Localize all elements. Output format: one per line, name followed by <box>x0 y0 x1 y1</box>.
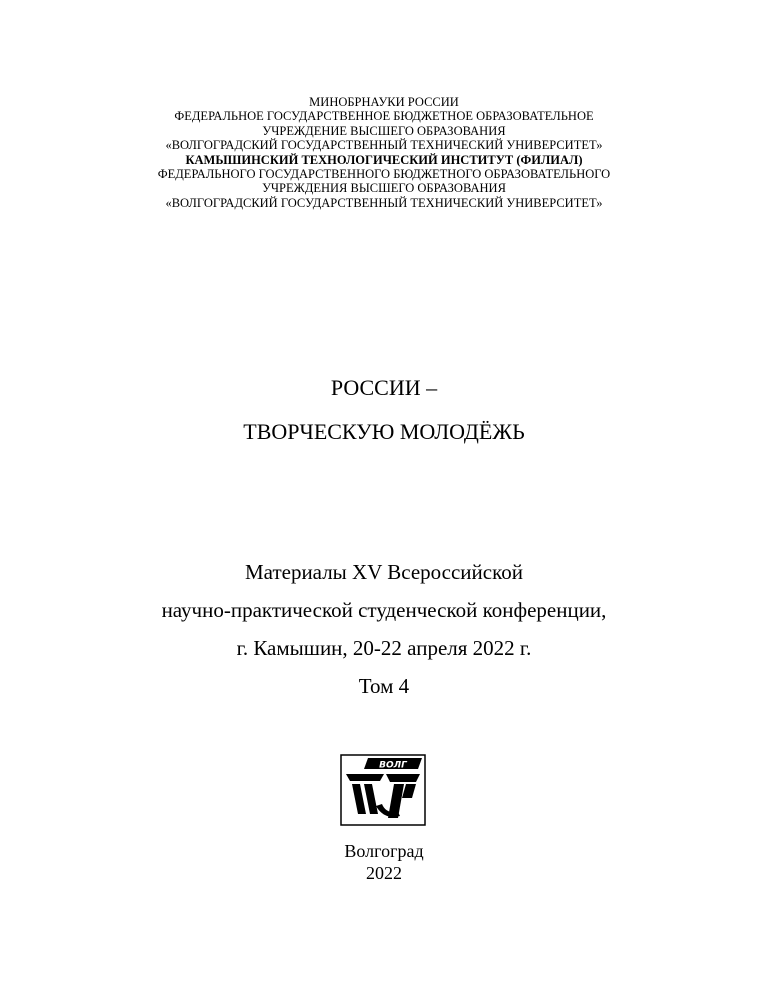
header-line-federal-2: ФЕДЕРАЛЬНОГО ГОСУДАРСТВЕННОГО БЮДЖЕТНОГО ОБРАЗОВАТЕЛЬНОГО <box>157 167 611 182</box>
materials-line-2: научно-практической студенческой конференции, <box>161 598 607 622</box>
header-line-institution: УЧРЕЖДЕНИЕ ВЫСШЕГО ОБРАЗОВАНИЯ <box>262 123 506 138</box>
header-line-institution-2: УЧРЕЖДЕНИЯ ВЫСШЕГО ОБРАЗОВАНИЯ <box>262 181 506 196</box>
header-line-kamyshin-institute: КАМЫШИНСКИЙ ТЕХНОЛОГИЧЕСКИЙ ИНСТИТУТ (ФИЛИАЛ) <box>185 152 583 167</box>
header-line-federal: ФЕДЕРАЛЬНОЕ ГОСУДАРСТВЕННОЕ БЮДЖЕТНОЕ ОБРАЗОВАТЕЛЬНОЕ <box>174 109 594 124</box>
header-line-university: «ВОЛГОГРАДСКИЙ ГОСУДАРСТВЕННЫЙ ТЕХНИЧЕСКИЙ УНИВЕРСИТЕТ» <box>165 138 603 153</box>
book-title <box>0 366 768 454</box>
volume-label: Том 4 <box>358 674 410 698</box>
publication-city: Волгоград <box>344 841 424 861</box>
materials-line-1: Материалы XV Всероссийской <box>245 560 523 584</box>
logo-text: ВОЛГ <box>379 760 407 771</box>
header-line-ministry: МИНОБРНАУКИ РОССИИ <box>309 95 459 109</box>
publication-info <box>0 840 768 884</box>
institution-header <box>0 95 768 210</box>
title-line-1: РОССИИ – <box>330 375 438 400</box>
university-logo-svg <box>340 754 426 826</box>
university-logo-icon <box>340 754 426 826</box>
publication-year: 2022 <box>366 863 402 883</box>
header-line-university-2: «ВОЛГОГРАДСКИЙ ГОСУДАРСТВЕННЫЙ ТЕХНИЧЕСКИЙ УНИВЕРСИТЕТ» <box>165 195 603 210</box>
conference-materials <box>0 553 768 705</box>
materials-line-3: г. Камышин, 20-22 апреля 2022 г. <box>236 636 532 660</box>
title-line-2: ТВОРЧЕСКУЮ МОЛОДЁЖЬ <box>243 419 525 444</box>
